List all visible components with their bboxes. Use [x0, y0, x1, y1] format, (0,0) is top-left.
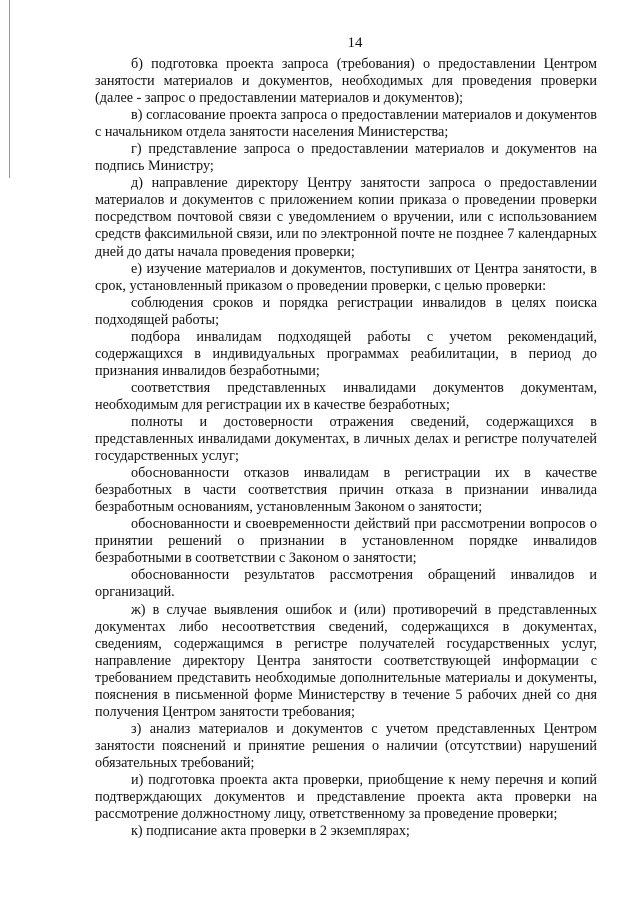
paragraph-e-item-6: обоснованности и своевременности действий при рассмотрении вопросов о принятии решений о признании в установленном порядке инвалидов безработными в соответствии с Законом о занятости;	[95, 516, 597, 567]
margin-rule	[9, 0, 10, 178]
paragraph-d: д) направление директору Центру занятости запроса о предоставлении материалов и документов с приложением копии приказа о проведении проверки посредством почтовой связи с уведомлением о вручении, или с использованием средств факсимильной связи, или по электронной почте не позднее 7 календарных дней до даты начала проведения проверки;	[95, 175, 597, 260]
paragraph-e-item-3: соответствия представленных инвалидами документов документам, необходимым для регистрации их в качестве безработных;	[95, 379, 597, 413]
page-number: 14	[347, 35, 363, 51]
paragraph-zh: ж) в случае выявления ошибок и (или) противоречий в представленных документах либо несоответствия сведений, содержащихся в документах, сведениям, содержащимся в регистре получателей государственных услуг, направление директору Центра занятости соответствующей информации с требованием представить необходимые дополнительные материалы и документы, пояснения в письменной форме Министерству в течение 5 рабочих дней со дня получения Центром занятости требования;	[95, 601, 597, 720]
paragraph-k: к) подписание акта проверки в 2 экземплярах;	[131, 823, 410, 840]
paragraph-b: б) подготовка проекта запроса (требования) о предоставлении Центром занятости материалов и документов, необходимых для проведения проверки (далее - запрос о предоставлении материалов и документов);	[95, 56, 597, 107]
paragraph-e: е) изучение материалов и документов, поступивших от Центра занятости, в срок, установленный приказом о проведении проверки, с целью проверки:	[95, 260, 597, 294]
paragraph-e-item-4: полноты и достоверности отражения сведений, содержащихся в представленных инвалидами документах, в личных делах и регистре получателей государственных услуг;	[95, 413, 597, 465]
paragraph-i: и) подготовка проекта акта проверки, приобщение к нему перечня и копий подтверждающих документов и представление проекта акта проверки на рассмотрение должностному лицу, ответственному за проведение проверки;	[95, 771, 597, 823]
paragraph-z: з) анализ материалов и документов с учетом представленных Центром занятости пояснений и принятие решения о наличии (отсутствии) нарушений обязательных требований;	[95, 720, 597, 771]
paragraph-e-item-5: обоснованности отказов инвалидам в регистрации их в качестве безработных в части соответствия причин отказа в признании инвалида безработным основаниям, установленным Законом о занятости;	[95, 465, 597, 516]
paragraph-e-item-7: обоснованности результатов рассмотрения обращений инвалидов и организаций.	[95, 567, 597, 601]
paragraph-v: в) согласование проекта запроса о предоставлении материалов и документов с начальником отдела занятости населения Министерства;	[95, 107, 597, 141]
paragraph-e-item-2: подбора инвалидам подходящей работы с учетом рекомендаций, содержащихся в индивидуальных программах реабилитации, в период до признания инвалидов безработными;	[95, 328, 597, 379]
paragraph-g: г) представление запроса о предоставлении материалов и документов на подпись Министру;	[95, 141, 597, 175]
document-body	[95, 56, 597, 840]
paragraph-e-item-1: соблюдения сроков и порядка регистрации инвалидов в целях поиска подходящей работы;	[95, 294, 597, 328]
